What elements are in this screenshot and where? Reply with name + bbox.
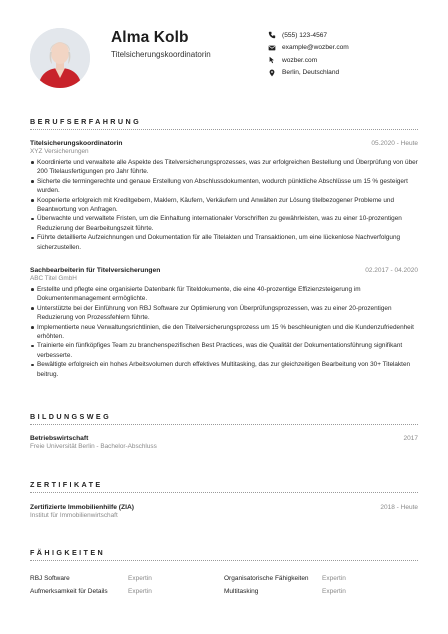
- bullet-item: Überwachte und verwaltete Fristen, um die Einhaltung internationaler Vorschriften zu gewährleisten, was zu einer 10-prozentigen Reduzierung der Bearbeitungszeit führte.: [30, 214, 418, 233]
- skill-item: [224, 588, 418, 595]
- link-icon: [268, 56, 276, 64]
- skills-divider: [30, 560, 418, 561]
- education-entry: [30, 435, 418, 450]
- skill-name: Organisatorische Fähigkeiten: [224, 575, 309, 582]
- contact-phone[interactable]: [268, 29, 438, 42]
- bullet-item: Unterstützte bei der Einführung von RBJ Software zur Optimierung von Überprüfungsprozessen, was zu einer 20-prozentigen Reduzierung von Prozessfehlern führte.: [30, 304, 418, 323]
- education-heading: BILDUNGSWEG: [30, 412, 112, 421]
- certificates-heading: ZERTIFIKATE: [30, 480, 103, 489]
- skill-level: Expertin: [128, 575, 152, 582]
- skill-name: RBJ Software: [30, 575, 70, 582]
- location-pin-icon: [268, 69, 276, 77]
- skill-level: Expertin: [322, 588, 346, 595]
- skill-item: [224, 575, 418, 582]
- bullet-item: Bewältigte erfolgreich ein hohes Arbeitsvolumen durch effektives Multitasking, das zur gleichzeitigen Bearbeitung von 30+ Titelakten beitrug.: [30, 360, 418, 379]
- job-company: XYZ Versicherungen: [30, 148, 89, 155]
- bullet-item: Koordinierte und verwaltete alle Aspekte des Titelversicherungsprozesses, was zur erfolgreichen Bestellung und Überprüfung von über 200 Titelausfertigungen pro Jahr führte.: [30, 158, 418, 177]
- envelope-icon: [268, 44, 276, 52]
- skill-row: [30, 585, 418, 598]
- job-title: Sachbearbeiterin für Titelversicherungen: [30, 267, 161, 274]
- person-name: Alma Kolb: [111, 29, 189, 46]
- job-date: 02.2017 - 04.2020: [365, 267, 418, 274]
- skills-heading: FÄHIGKEITEN: [30, 548, 106, 557]
- contact-location: [268, 67, 438, 80]
- contact-list: [268, 29, 438, 79]
- skill-level: Expertin: [322, 575, 346, 582]
- phone-icon: [268, 31, 276, 39]
- skill-level: Expertin: [128, 588, 152, 595]
- job-company: ABC Titel GmbH: [30, 275, 77, 282]
- certificate-issuer: Institut für Immobilienwirtschaft: [30, 512, 118, 519]
- skill-item: [30, 575, 224, 582]
- certificates-divider: [30, 492, 418, 493]
- skill-name: Multitasking: [224, 588, 259, 595]
- bullet-item: Führte detaillierte Aufzeichnungen und Dokumentation für alle Titelakten und Transaktionen, um eine lückenlose Nachverfolgung sicherzustellen.: [30, 233, 418, 252]
- bullet-item: Erstellte und pflegte eine organisierte Datenbank für Titeldokumente, die eine 40-prozentige Effizienzsteigerung im Dokumentenmanagement ermöglichte.: [30, 285, 418, 304]
- certificate-title: Zertifizierte Immobilienhilfe (ZIA): [30, 504, 135, 511]
- experience-divider: [30, 129, 418, 130]
- degree-institution: Freie Universität Berlin - Bachelor-Abschluss: [30, 443, 157, 450]
- person-title: Titelsicherungskoordinatorin: [111, 50, 211, 59]
- bullet-item: Kooperierte erfolgreich mit Kreditgebern, Maklern, Käufern, Verkäufern und Anwälten zur Lösung titelbezogener Probleme und Beantwortung von Anfragen.: [30, 196, 418, 215]
- profile-photo: [30, 28, 90, 88]
- bullet-item: Trainierte ein fünfköpfiges Team zu branchenspezifischen Best Practices, was die Qualität der Dokumentationsführung signifikant verbesserte.: [30, 341, 418, 360]
- job-title: Titelsicherungskoordinatorin: [30, 140, 123, 147]
- experience-heading: BERUFSERFAHRUNG: [30, 117, 142, 126]
- education-divider: [30, 424, 418, 425]
- contact-website[interactable]: [268, 54, 438, 67]
- location-text: Berlin, Deutschland: [282, 69, 340, 77]
- bullet-item: Sicherte die termingerechte und genaue Erstellung von Abschlussdokumenten, wodurch pünktliche Abschlüsse um 15 % gesteigert wurden.: [30, 177, 418, 196]
- degree-title: Betriebswirtschaft: [30, 435, 89, 442]
- contact-email[interactable]: [268, 42, 438, 55]
- skill-item: [30, 588, 224, 595]
- phone-number: (555) 123-4567: [282, 31, 328, 39]
- skill-row: [30, 572, 418, 585]
- job-entry: [30, 140, 418, 252]
- certificate-date: 2018 - Heute: [380, 504, 418, 511]
- job-entry: [30, 267, 418, 379]
- job-date: 05.2020 - Heute: [371, 140, 418, 147]
- portrait-image: [30, 28, 90, 88]
- skills-grid: [30, 572, 418, 598]
- degree-date: 2017: [403, 435, 418, 442]
- bullet-item: Implementierte neue Verwaltungsrichtlinien, die den Titelversicherungsprozess um 15 % beschleunigten und die Kundenzufriedenheit erhöhten.: [30, 323, 418, 342]
- job-bullets: [30, 285, 418, 379]
- website-url: wozber.com: [282, 56, 318, 64]
- job-bullets: [30, 158, 418, 252]
- certificate-entry: [30, 504, 418, 519]
- skill-name: Aufmerksamkeit für Details: [30, 588, 108, 595]
- email-address: example@wozber.com: [282, 44, 349, 52]
